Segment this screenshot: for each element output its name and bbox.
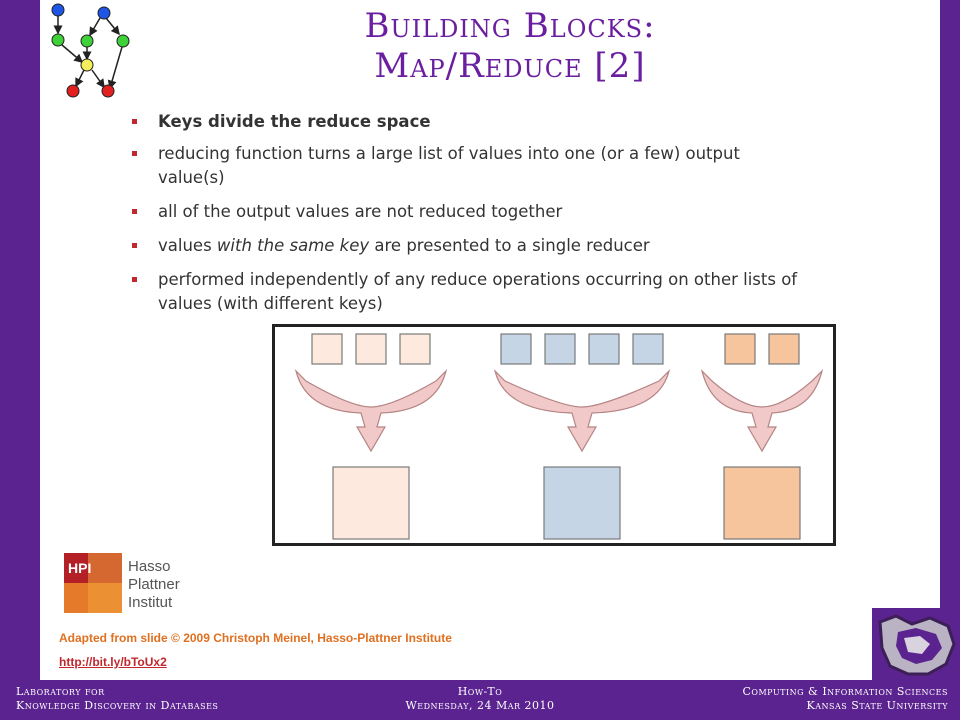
bullet-item (130, 234, 810, 258)
hpi-logo-icon (64, 553, 204, 615)
bullet-text: reducing function turns a large list of values into one (or a few) output value(s) (158, 144, 740, 187)
input-value-box (356, 334, 386, 364)
input-value-box (545, 334, 575, 364)
footer-center-line-2: Wednesday, 24 Mar 2010 (405, 699, 555, 712)
hpi-badge-text: HPI (68, 560, 92, 576)
bullet-text: all of the output values are not reduced together (158, 202, 563, 221)
reduce-diagram (272, 324, 836, 546)
right-purple-bar (940, 0, 960, 608)
bullet-text: values (158, 236, 217, 255)
footer-center-line-1: How-To (457, 685, 503, 698)
bullet-text: are presented to a single reducer (369, 236, 650, 255)
input-value-box (633, 334, 663, 364)
reduce-diagram-svg (275, 327, 833, 543)
bullet-list (130, 110, 810, 326)
footer-right (743, 685, 948, 713)
bullet-marker-icon (132, 209, 137, 214)
left-purple-bar (0, 0, 40, 680)
slide-title (300, 6, 720, 86)
input-value-box (725, 334, 755, 364)
output-value-box (544, 467, 620, 539)
hpi-line-3: Institut (128, 594, 173, 611)
bullet-item (130, 200, 810, 224)
bullet-marker-icon (132, 119, 137, 124)
input-value-box (312, 334, 342, 364)
reduce-arrow (495, 371, 669, 451)
kstate-logo (872, 608, 960, 680)
hpi-line-1: Hasso (128, 558, 171, 575)
footer-left (16, 685, 218, 713)
bullet-marker-icon (132, 243, 137, 248)
input-value-box (501, 334, 531, 364)
kstate-wildcat-icon (872, 608, 960, 680)
footer-left-line-2: Knowledge Discovery in Databases (16, 699, 219, 712)
graph-logo-icon (44, 2, 136, 98)
input-value-box (400, 334, 430, 364)
source-link[interactable]: http://bit.ly/bToUx2 (59, 655, 167, 669)
bullet-marker-icon (132, 277, 137, 282)
bullet-text: with the same key (216, 236, 370, 255)
bullet-item (130, 142, 810, 190)
footer-right-line-1: Computing & Information Sciences (742, 685, 948, 698)
footer-left-line-1: Laboratory for (16, 685, 105, 698)
title-line-2: Map/Reduce [2] (374, 46, 646, 86)
input-value-box (589, 334, 619, 364)
bullet-item (130, 110, 810, 134)
title-line-1: Building Blocks: (364, 6, 656, 46)
footer-bar (0, 680, 960, 720)
reduce-arrow (296, 371, 446, 451)
source-credit: Adapted from slide © 2009 Christoph Meinel, Hasso-Plattner Institute (59, 631, 452, 645)
footer-right-line-2: Kansas State University (806, 699, 948, 712)
input-value-box (769, 334, 799, 364)
hpi-line-2: Plattner (128, 576, 180, 593)
bullet-text: Keys divide the reduce space (158, 112, 431, 131)
bullet-text: performed independently of any reduce operations occurring on other lists of values (with different keys) (158, 270, 798, 313)
footer-center (330, 685, 630, 713)
reduce-arrow (702, 371, 822, 451)
bullet-item (130, 268, 810, 316)
output-value-box (333, 467, 409, 539)
bullet-marker-icon (132, 151, 137, 156)
output-value-box (724, 467, 800, 539)
